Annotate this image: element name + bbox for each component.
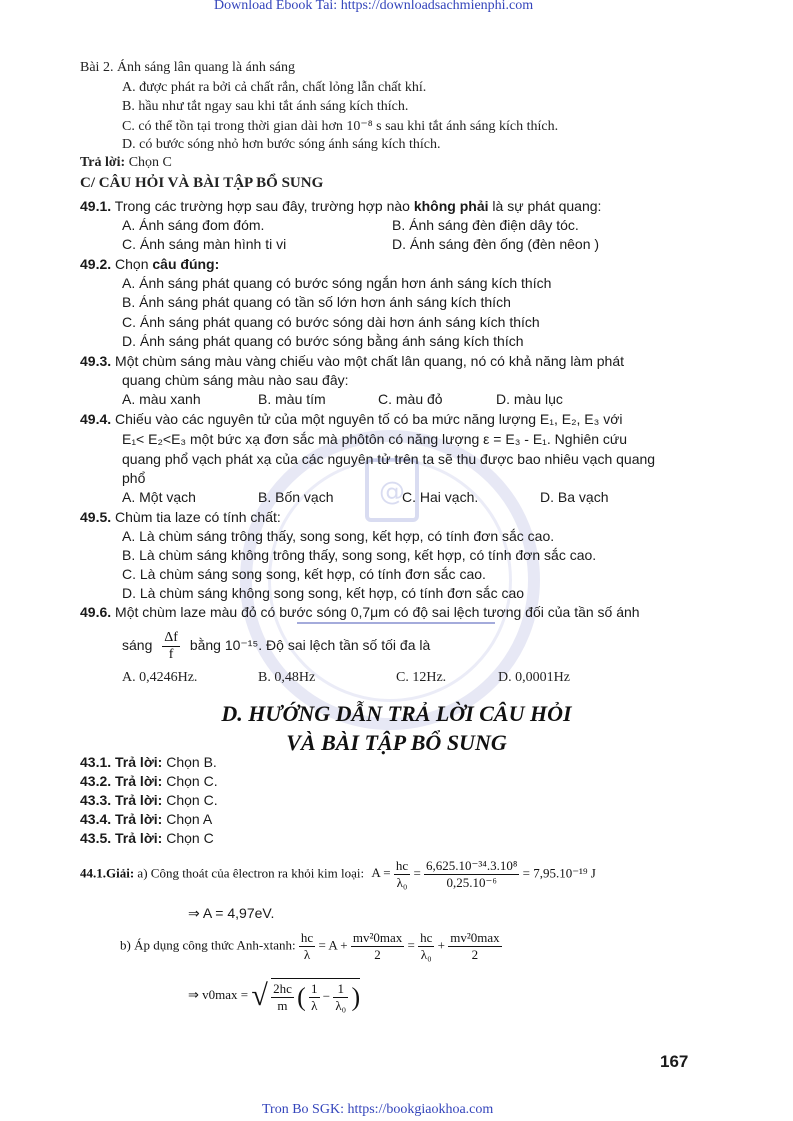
q49-2-text-bold: câu đúng: (152, 256, 220, 272)
answer-43-5-num: 43.5. (80, 830, 112, 846)
page-number: 167 (660, 1052, 689, 1071)
solution-a-lhs: A = (371, 865, 391, 881)
solution-b-eq: = (407, 937, 415, 953)
solution-c-radicand (271, 978, 360, 1014)
answer-43-4-value: Chọn A (166, 811, 213, 827)
q49-3-option-d: D. màu lục (496, 391, 563, 407)
answer-43-4 (80, 811, 212, 827)
q49-6-line1 (80, 604, 640, 620)
q49-1-number: 49.1. (80, 198, 112, 214)
q49-1-option-a: A. Ánh sáng đom đóm. (122, 217, 265, 233)
q49-6-option-b: B. 0,48Hz (258, 670, 316, 685)
answer-43-5-label: Trả lời: (115, 830, 163, 846)
answer-43-5-value: Chọn C (166, 830, 214, 846)
q49-6-option-c: C. 12Hz. (396, 670, 447, 685)
solution-c-p2-num: 1 (333, 981, 348, 998)
solution-b-line (120, 930, 502, 963)
q49-2-number: 49.2. (80, 256, 112, 272)
q49-5-text: Chùm tia laze có tính chất: (115, 509, 281, 525)
q49-6-line2-post: bằng 10⁻¹⁵. Độ sai lệch tần số tối đa là (189, 637, 431, 654)
q49-1-option-c: C. Ánh sáng màn hình ti vi (122, 236, 287, 252)
solution-c-rad-frac (271, 981, 294, 1014)
q49-1-text-pre: Trong các trường hợp sau đây, trường hợp nào (114, 198, 410, 214)
bai2-option-b: B. hầu như tắt ngay sau khi tắt ánh sáng kích thích. (122, 99, 409, 114)
q49-4-option-b: B. Bốn vạch (258, 489, 334, 505)
q49-6-option-a: A. 0,4246Hz. (122, 670, 198, 685)
q49-6-line2 (122, 630, 430, 663)
q49-2-option-b: B. Ánh sáng phát quang có tần số lớn hơn ánh sáng kích thích (122, 294, 511, 310)
solution-c-p2 (333, 981, 348, 1014)
q49-4-line2: E₁< E₂<E₃ một bức xạ đơn sắc mà phôtôn có năng lượng ε = E₃ - E₁. Nghiên cứu (122, 431, 628, 447)
solution-c-minus: − (322, 988, 331, 1004)
answer-43-3-value: Chọn C. (166, 792, 218, 808)
solution-b-frac3 (418, 930, 434, 963)
q49-6-option-d: D. 0,0001Hz (498, 670, 570, 685)
solution-b-frac4 (448, 930, 501, 963)
answer-43-4-num: 43.4. (80, 811, 112, 827)
left-paren-icon: ( (297, 982, 306, 1012)
answer-43-1-label: Trả lời: (115, 754, 163, 770)
solution-b-frac2-den: 2 (374, 947, 381, 962)
section-d-title-line1: D. HƯỚNG DẪN TRẢ LỜI CÂU HỎI (221, 701, 572, 726)
solution-c-p2-den: λ₀ (335, 998, 347, 1013)
solution-c-lhs: ⇒ v0max = (188, 986, 249, 1002)
solution-a-frac2 (424, 858, 519, 891)
solution-a-result: = 7,95.10⁻¹⁹ J (522, 865, 596, 881)
q49-4-line4: phổ (122, 470, 146, 486)
answer-43-2 (80, 773, 218, 789)
bai2-answer-label: Trả lời: (80, 155, 126, 170)
solution-b-mid: = A + (318, 937, 348, 953)
solution-c-p1-num: 1 (311, 981, 318, 996)
right-paren-icon: ) (351, 982, 361, 1012)
q49-4-line3: quang phổ vạch phát xạ của các nguyên tử trên ta sẽ thu được bao nhiêu vạch quang (122, 451, 656, 467)
solution-b-frac3-den: λ₀ (420, 947, 432, 962)
solution-a-frac2-num: 6,625.10⁻³⁴.3.10⁸ (426, 858, 518, 873)
section-d-title-line2: VÀ BÀI TẬP BỔ SUNG (286, 730, 507, 755)
q49-6-line2-pre: sáng (122, 637, 153, 654)
solution-a-frac1-den: λ₀ (396, 875, 408, 890)
q49-5-number: 49.5. (80, 509, 112, 525)
answer-43-1-num: 43.1. (80, 754, 112, 770)
q49-6-fraction-num: Δf (164, 630, 178, 645)
answer-43-5 (80, 830, 214, 846)
q49-6-number: 49.6. (80, 604, 112, 620)
answer-43-1 (80, 754, 217, 770)
q49-3-line2: quang chùm sáng màu nào sau đây: (122, 372, 349, 388)
answer-43-3-num: 43.3. (80, 792, 112, 808)
q49-4-option-a: A. Một vạch (122, 489, 196, 505)
solution-b-frac4-den: 2 (471, 947, 479, 962)
solution-c-p1-den: λ (311, 998, 318, 1013)
solution-c-line (188, 978, 360, 1014)
solution-a-frac1-num: hc (395, 858, 409, 873)
q49-3-line1 (80, 353, 624, 369)
solution-a-equals: = (413, 865, 421, 881)
q49-6-fraction-den: f (168, 647, 174, 662)
solution-b-frac1-den: λ (303, 947, 311, 962)
bai2-answer (80, 155, 172, 171)
q49-1-option-b: B. Ánh sáng đèn điện dây tóc. (392, 217, 579, 233)
bai2-question: Bài 2. Ánh sáng lân quang là ánh sáng (80, 60, 296, 75)
q49-2-question (80, 256, 219, 272)
q49-2-option-c: C. Ánh sáng phát quang có bước sóng dài hơn ánh sáng kích thích (122, 314, 540, 330)
q49-3-number: 49.3. (80, 353, 112, 369)
q49-4-line1 (80, 411, 623, 427)
answer-43-1-value: Chọn B. (166, 754, 217, 770)
sqrt-icon: √ (251, 979, 268, 1012)
answer-43-4-label: Trả lời: (115, 811, 163, 827)
bai2-answer-value: Chọn C (128, 155, 172, 170)
q49-2-text-pre: Chọn (115, 256, 149, 272)
q49-2-option-a: A. Ánh sáng phát quang có bước sóng ngắn hơn ánh sáng kích thích (122, 275, 552, 291)
q49-5-option-b: B. Là chùm sáng không trông thấy, song song, kết hợp, có tính đơn sắc cao. (122, 547, 597, 563)
bai2-option-c: C. có thể tồn tại trong thời gian dài hơn 10⁻⁸ s sau khi tắt ánh sáng kích thích. (122, 119, 559, 134)
header-download-link[interactable]: Download Ebook Tai: https://downloadsachmienphi.com (214, 0, 534, 13)
answer-43-2-value: Chọn C. (166, 773, 218, 789)
q49-1-text-post: là sự phát quang: (492, 198, 602, 214)
footer-link[interactable]: Tron Bo SGK: https://bookgiaokhoa.com (262, 1102, 494, 1117)
q49-5-option-d: D. Là chùm sáng không song song, kết hợp, có tính đơn sắc cao (122, 585, 525, 601)
q49-5-option-c: C. Là chùm sáng song song, kết hợp, có tính đơn sắc cao. (122, 566, 486, 582)
solution-b-plus: + (437, 937, 445, 953)
q49-6-text: Một chùm laze màu đỏ có bước sóng 0,7μm có độ sai lệch tương đối của tần số ánh (115, 604, 640, 620)
watermark-underline (297, 622, 495, 624)
answer-43-2-num: 43.2. (80, 773, 112, 789)
q49-1-question (80, 198, 601, 214)
q49-5-option-a: A. Là chùm sáng trông thấy, song song, kết hợp, có tính đơn sắc cao. (122, 528, 555, 544)
solution-a-line1 (80, 858, 596, 891)
q49-4-text: Chiếu vào các nguyên tử của một nguyên tố có ba mức năng lượng E₁, E₂, E₃ với (115, 411, 623, 427)
solution-c-p1 (309, 981, 320, 1014)
q49-3-option-b: B. màu tím (258, 391, 326, 407)
solution-c-rad-num: 2hc (273, 981, 292, 996)
q49-5-question (80, 509, 281, 525)
solution-b-text: b) Áp dụng công thức Anh-xtanh: (120, 937, 296, 953)
answer-43-2-label: Trả lời: (115, 773, 163, 789)
q49-4-option-d: D. Ba vạch (540, 489, 609, 505)
solution-a-frac1 (394, 858, 410, 891)
q49-3-option-a: A. màu xanh (122, 391, 201, 407)
q49-1-option-d: D. Ánh sáng đèn ống (đèn nêon ) (392, 236, 600, 252)
solution-c-rad-den: m (277, 998, 288, 1013)
section-c-heading: C/ CÂU HỎI VÀ BÀI TẬP BỔ SUNG (80, 175, 324, 191)
solution-label: 44.1.Giải: (80, 865, 135, 881)
solution-b-frac2-num: mv²0max (352, 930, 403, 945)
q49-4-option-c: C. Hai vạch. (402, 489, 479, 505)
solution-a-text: a) Công thoát của êlectron ra khỏi kim loại: (137, 865, 365, 881)
bai2-option-a: A. được phát ra bởi cả chất rắn, chất lỏng lẫn chất khí. (122, 80, 427, 95)
answer-43-3 (80, 792, 218, 808)
solution-b-frac3-num: hc (420, 930, 433, 945)
solution-b-frac4-num: mv²0max (450, 930, 500, 945)
solution-b-frac2 (351, 930, 404, 963)
solution-b-frac1-num: hc (300, 930, 314, 945)
q49-6-fraction (162, 630, 180, 663)
q49-2-option-d: D. Ánh sáng phát quang có bước sóng bằng ánh sáng kích thích (122, 333, 524, 349)
q49-4-number: 49.4. (80, 411, 112, 427)
q49-3-option-c: C. màu đỏ (378, 391, 443, 407)
svg-text:@: @ (379, 477, 405, 507)
solution-a-frac2-den: 0,25.10⁻⁶ (446, 875, 497, 890)
answer-43-3-label: Trả lời: (115, 792, 163, 808)
solution-a-line2: ⇒ A = 4,97eV. (188, 905, 275, 921)
solution-b-frac1 (299, 930, 315, 963)
q49-3-text: Một chùm sáng màu vàng chiếu vào một chất lân quang, nó có khả năng làm phát (115, 353, 625, 369)
q49-1-text-bold: không phải (413, 198, 489, 214)
bai2-option-d: D. có bước sóng nhỏ hơn bước sóng ánh sáng kích thích. (122, 137, 441, 152)
